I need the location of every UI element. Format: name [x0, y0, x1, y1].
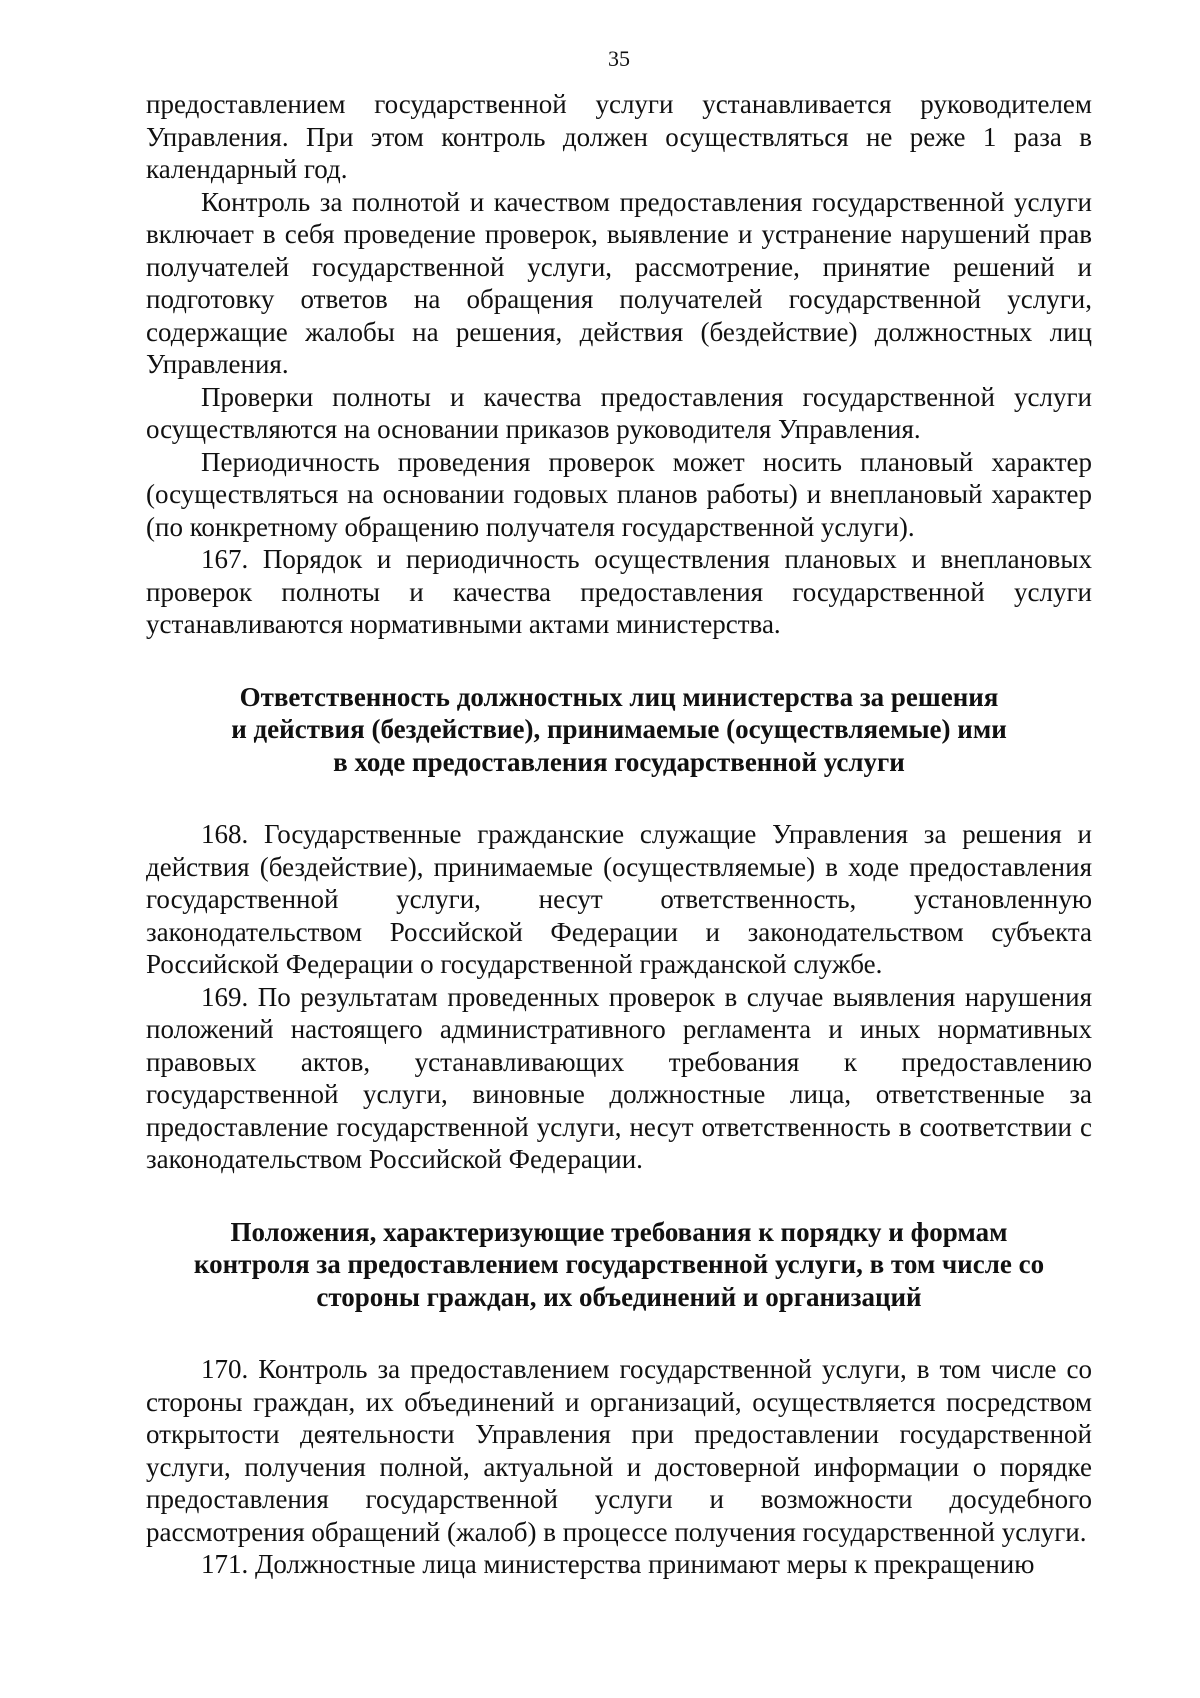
heading-line: Положения, характеризующие требования к порядку и формам: [230, 1216, 1008, 1247]
section-heading-control-forms: [146, 1216, 1092, 1314]
heading-line: стороны граждан, их объединений и организаций: [316, 1281, 922, 1312]
heading-line: контроля за предоставлением государственной услуги, в том числе со: [193, 1249, 1045, 1279]
heading-line: Ответственность должностных лиц министерства за решения: [239, 681, 999, 712]
paragraph-170: 170. Контроль за предоставлением государственной услуги, в том числе со стороны граждан, их объединений и организаций, осуществляется посредством открытости деятельности Управления при предоставлении государственной услуги, получения полной, актуальной и достоверной информации о порядке предоставления государственной услуги и возможности досудебного рассмотрения обращений (жалоб) в процессе получения государственной услуги.: [146, 1354, 1092, 1547]
heading-line: и действия (бездействие), принимаемые (осуществляемые) ими: [231, 714, 1007, 744]
paragraph-168: 168. Государственные гражданские служащие Управления за решения и действия (бездействие), принимаемые (осуществляемые) в ходе предоставления государственной услуги, несут ответственность, установленную законодательством Российской Федерации и законодательством субъекта Российской Федерации о государственной гражданской службе.: [146, 819, 1092, 979]
paragraph-167: 167. Порядок и периодичность осуществления плановых и внеплановых проверок полноты и качества предоставления государственной услуги устанавливаются нормативными актами министерства.: [146, 544, 1092, 639]
paragraph-control-scope: Контроль за полнотой и качеством предоставления государственной услуги включает в себя проведение проверок, выявление и устранение нарушений прав получателей государственной услуги, рассмотрение, принятие решений и подготовку ответов на обращения получателей государственной услуги, содержащие жалобы на решения, действия (бездействие) должностных лиц Управления.: [146, 186, 1092, 379]
document-body: [146, 88, 1092, 1581]
paragraph-inspections: Проверки полноты и качества предоставления государственной услуги осуществляются на основании приказов руководителя Управления.: [146, 381, 1092, 444]
page-number: 35: [608, 46, 630, 71]
section-heading-responsibility: [146, 681, 1092, 779]
paragraph-periodicity: Периодичность проведения проверок может носить плановый характер (осуществляться на основании годовых планов работы) и внеплановый характер (по конкретному обращению получателя государственной услуги).: [146, 446, 1092, 542]
paragraph-171: 171. Должностные лица министерства принимают меры к прекращению: [201, 1549, 1035, 1579]
paragraph-169: 169. По результатам проведенных проверок в случае выявления нарушения положений настоящего административного регламента и иных нормативных правовых актов, устанавливающих требования к предоставлению государственной услуги, виновные должностные лица, ответственные за предоставление государственной услуги, несут ответственность в соответствии с законодательством Российской Федерации.: [146, 981, 1092, 1174]
paragraph-continuation: предоставлением государственной услуги устанавливается руководителем Управления. При этом контроль должен осуществляться не реже 1 раза в календарный год.: [146, 89, 1092, 184]
heading-line: в ходе предоставления государственной услуги: [333, 746, 905, 777]
